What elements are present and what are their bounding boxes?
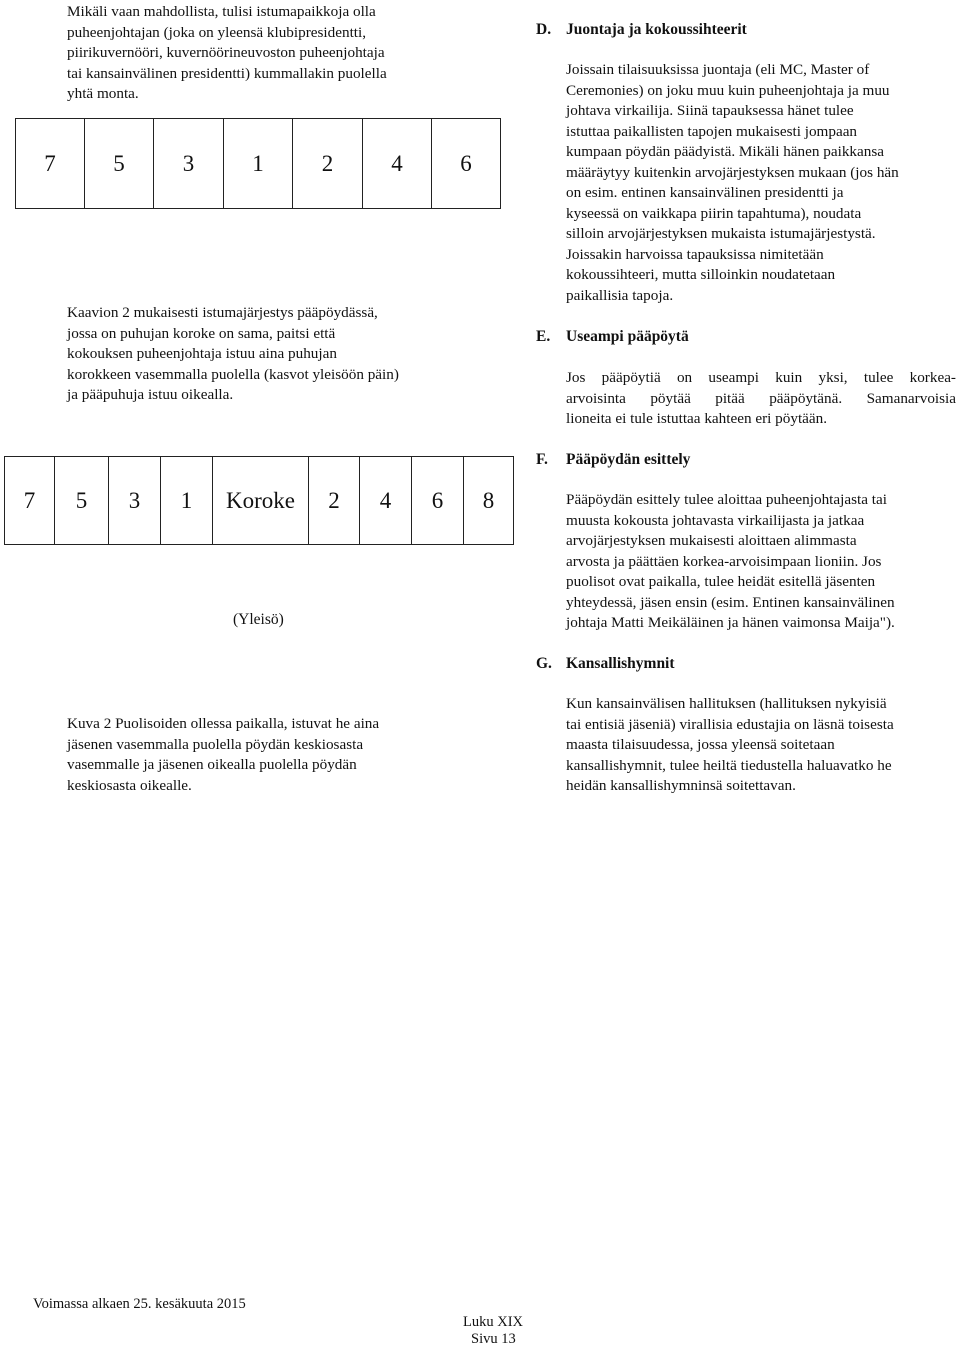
- text-line: kyseessä on vaikkapa piirin tapahtuma), noudata: [566, 204, 862, 222]
- seat: 7: [16, 119, 85, 208]
- section-letter: G.: [536, 655, 552, 672]
- seat: 6: [412, 457, 464, 544]
- section-e-heading: [536, 328, 689, 346]
- caption-1: [67, 303, 467, 406]
- audience-label: (Yleisö): [233, 611, 284, 628]
- section-letter: F.: [536, 451, 548, 468]
- section-d-heading: [536, 21, 747, 39]
- text-line: tai entisiä jäseniä) virallisia edustajia on läsnä toisesta: [566, 715, 894, 733]
- text-line: johtaja Matti Meikäläinen ja hänen vaimonsa Maija").: [566, 614, 895, 631]
- section-g-heading: [536, 655, 675, 673]
- section-title: Kansallishymnit: [566, 655, 675, 672]
- text-line: jäsenen vasemmalla puolella pöydän keskiosasta: [67, 735, 364, 753]
- seat: 4: [360, 457, 412, 544]
- text-line: arvosta ja päättäen korkea-arvoisimpaan lioniin. Jos: [566, 552, 882, 570]
- text-line: ja pääpuhuja istuu oikealla.: [67, 386, 234, 403]
- text-line: arvoisinta pöytää pitää pääpöytänä. Samanarvoisia: [566, 389, 956, 407]
- footer-chapter: Luku XIX: [463, 1314, 524, 1330]
- text-line: yhtä monta.: [67, 85, 139, 102]
- seat: 7: [5, 457, 55, 544]
- text-line: Kuva 2 Puolisoiden ollessa paikalla, istuvat he aina: [67, 715, 380, 732]
- text-line: Pääpöydän esittely tulee aloittaa puheenjohtajasta tai: [566, 491, 887, 508]
- seating-diagram-1: [15, 118, 501, 209]
- seat: 3: [154, 119, 224, 208]
- text-line: puheenjohtajan (joka on yleensä klubipresidentti,: [67, 23, 367, 41]
- text-line: Mikäli vaan mahdollista, tulisi istumapaikkoja olla: [67, 3, 376, 20]
- text-line: Joissakin harvoissa tapauksissa nimitetään: [566, 245, 824, 263]
- text-line: korokkeen vasemmalla puolella (kasvot yleisöön päin): [67, 365, 399, 383]
- text-line: keskiosasta oikealle.: [67, 776, 192, 794]
- seat: 1: [224, 119, 293, 208]
- text-line: Kaavion 2 mukaisesti istumajärjestys pääpöydässä,: [67, 304, 378, 321]
- section-e-body: [566, 368, 956, 430]
- text-line: istuttaa paikallisten tapojen mukaisesti jompaan: [566, 122, 858, 140]
- text-line: Joissain tilaisuuksissa juontaja (eli MC, Master of: [566, 61, 870, 78]
- text-line: on esim. entinen kansainvälinen presidentti ja: [566, 184, 844, 201]
- seat: 2: [309, 457, 360, 544]
- section-letter: E.: [536, 328, 551, 345]
- seat: 5: [55, 457, 109, 544]
- text-line: paikallisia tapoja.: [566, 286, 674, 304]
- text-line: puolisot ovat paikalla, tulee heidät esitellä jäsenten: [566, 573, 876, 590]
- text-line: silloin arvojärjestyksen mukaista istumajärjestystä.: [566, 225, 876, 242]
- text-line: muusta kokousta johtavasta virkailijasta ja jatkaa: [566, 511, 865, 529]
- text-line: arvojärjestyksen mukaisesti aloittaen alimmasta: [566, 532, 857, 549]
- footer-effective-date: Voimassa alkaen 25. kesäkuuta 2015: [33, 1296, 246, 1312]
- text-line: johtava virkailija. Siinä tapauksessa hänet tulee: [566, 102, 854, 119]
- text-line: Jos pääpöytiä on useampi kuin yksi, tulee korkea-: [566, 369, 956, 386]
- text-line: maasta tilaisuudessa, jossa yleensä soitetaan: [566, 736, 835, 753]
- section-letter: D.: [536, 21, 552, 38]
- text-line: määräytyy kuitenkin arvojärjestyksen mukaan (jos hän: [566, 163, 899, 181]
- intro-paragraph: [67, 2, 467, 105]
- seat: 1: [161, 457, 213, 544]
- text-line: vasemmalle ja jäsenen oikealla puolella pöydän: [67, 756, 357, 773]
- text-line: kokouksen puheenjohtaja istuu aina puhujan: [67, 345, 337, 362]
- text-line: lioneita ei tule istuttaa kahteen eri pöytään.: [566, 410, 828, 427]
- text-line: heidän kansallishymninsä soitettavan.: [566, 777, 796, 794]
- seating-diagram-2: [4, 456, 514, 545]
- caption-2: [67, 714, 467, 796]
- section-title: Juontaja ja kokoussihteerit: [566, 21, 747, 38]
- seat: 8: [482, 487, 495, 513]
- text-line: Ceremonies) on joku muu kuin puheenjohtaja ja muu: [566, 81, 890, 99]
- footer-page-number: Sivu 13: [471, 1331, 516, 1347]
- text-line: yhteydessä, jäsen ensin (esim. Entinen kansainvälinen: [566, 593, 895, 611]
- seat: 6: [460, 150, 472, 176]
- section-d-body: [566, 60, 958, 306]
- section-title: Pääpöydän esittely: [566, 451, 691, 468]
- seat: 3: [109, 457, 161, 544]
- text-line: kumpaan pöydän päädyistä. Mikäli hänen paikkansa: [566, 143, 885, 160]
- seat: 5: [85, 119, 154, 208]
- section-g-body: [566, 694, 958, 797]
- speaker-podium: Koroke: [213, 457, 309, 544]
- section-f-heading: [536, 451, 690, 469]
- text-line: jossa on puhujan koroke on sama, paitsi että: [67, 324, 336, 342]
- text-line: tai kansainvälinen presidentti) kummallakin puolella: [67, 64, 387, 82]
- section-f-body: [566, 490, 958, 634]
- seat: 4: [363, 119, 432, 208]
- seat: 2: [293, 119, 363, 208]
- text-line: kansallishymnit, tulee heiltä tiedustella haluavatko he: [566, 756, 892, 774]
- text-line: Kun kansainvälisen hallituksen (hallituksen nykyisiä: [566, 695, 887, 712]
- section-title: Useampi pääpöytä: [566, 328, 689, 345]
- text-line: piirikuvernööri, kuvernöörineuvoston puheenjohtaja: [67, 44, 385, 61]
- text-line: kokoussihteeri, mutta silloinkin noudatetaan: [566, 266, 836, 283]
